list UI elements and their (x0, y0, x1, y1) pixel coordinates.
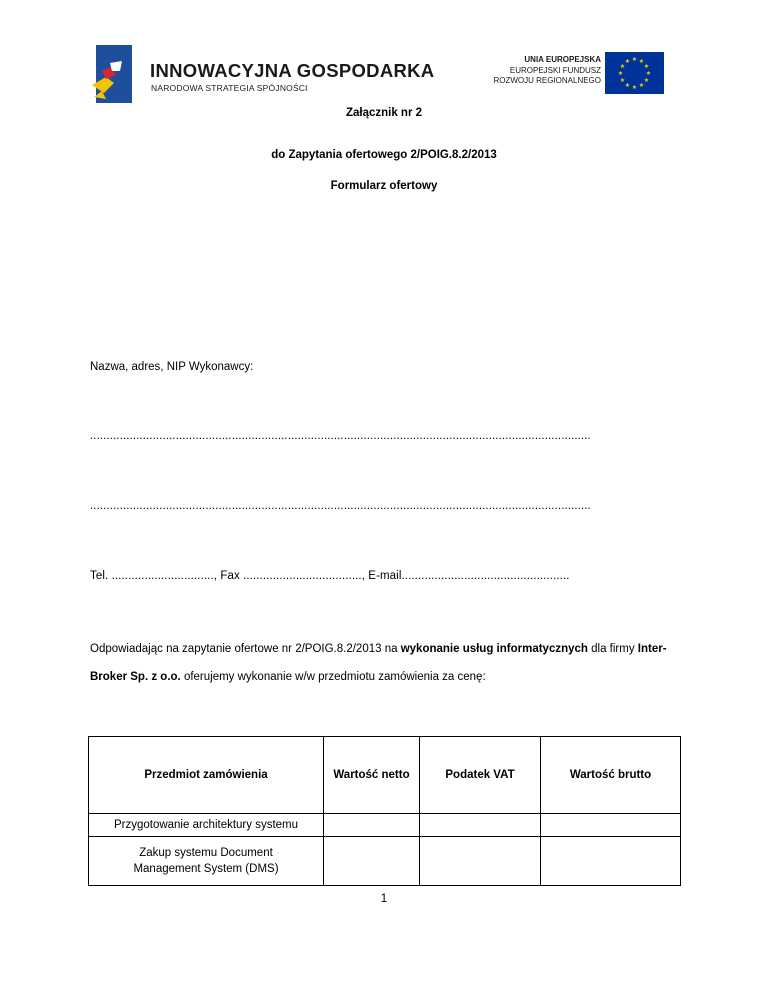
offer-bold-service: wykonanie usług informatycznych (400, 643, 588, 655)
svg-text:★: ★ (617, 70, 624, 77)
eu-line-1: UNIA EUROPEJSKA (524, 55, 601, 64)
cell-gross-value[interactable] (541, 837, 681, 886)
svg-text:★: ★ (638, 58, 645, 65)
eu-flag-icon (605, 52, 664, 94)
offer-table (88, 736, 681, 886)
offer-paragraph (90, 635, 680, 691)
svg-text:★: ★ (619, 77, 626, 84)
contact-line: Tel. ..............................., Fax ...................................., E-mail................................................... (90, 570, 570, 582)
eu-line-2: EUROPEJSKI FUNDUSZ (509, 65, 601, 75)
logo-subtitle: NARODOWA STRATEGIA SPÓJNOŚCI (151, 83, 308, 93)
logo-title: INNOWACYJNA GOSPODARKA (150, 60, 435, 81)
page-number: 1 (380, 893, 388, 905)
table-row (89, 837, 681, 886)
svg-text:★: ★ (643, 77, 650, 84)
header-item: Przedmiot zamówienia (89, 737, 324, 814)
svg-text:★: ★ (638, 82, 645, 89)
eu-fund-text (493, 55, 601, 87)
svg-text:★: ★ (631, 56, 638, 63)
svg-text:★: ★ (631, 84, 638, 91)
cell-net-value[interactable] (324, 837, 420, 886)
dotted-line-2: ........................................................................................................................................................ (90, 500, 591, 512)
cell-gross-value[interactable] (541, 814, 681, 837)
dotted-line-1: ........................................................................................................................................................ (90, 430, 591, 442)
eu-fund-logo (478, 50, 664, 96)
table-row (89, 814, 681, 837)
form-title: Formularz ofertowy (330, 180, 438, 192)
svg-text:★: ★ (645, 70, 652, 77)
svg-text:★: ★ (643, 63, 650, 70)
svg-text:★: ★ (619, 63, 626, 70)
offer-bold-company: Inter-Broker Sp. z o.o. (90, 643, 667, 683)
offer-text-3: oferujemy wykonanie w/w przedmiotu zamówienia za cenę: (180, 671, 486, 683)
attachment-number: Załącznik nr 2 (345, 107, 423, 119)
ig-flag-icon (92, 43, 132, 105)
offer-text-1: Odpowiadając na zapytanie ofertowe nr 2/POIG.8.2/2013 na (90, 643, 401, 655)
cell-item: Zakup systemu Document Management System (DMS) (89, 837, 324, 886)
eu-line-3: ROZWOJU REGIONALNEGO (493, 76, 601, 85)
svg-text:★: ★ (624, 82, 631, 89)
offer-text-2: dla firmy (587, 643, 638, 655)
cell-item: Przygotowanie architektury systemu (89, 814, 324, 837)
table-header-row (89, 737, 681, 814)
cell-net-value[interactable] (324, 814, 420, 837)
reference-title: do Zapytania ofertowego 2/POIG.8.2/2013 (271, 149, 497, 161)
header-net-value: Wartość netto (324, 737, 420, 814)
contractor-label: Nazwa, adres, NIP Wykonawcy: (90, 361, 254, 373)
cell-vat[interactable] (420, 814, 541, 837)
cell-vat[interactable] (420, 837, 541, 886)
header-vat: Podatek VAT (420, 737, 541, 814)
header-gross-value: Wartość brutto (541, 737, 681, 814)
innowacyjna-gospodarka-logo (92, 40, 435, 110)
svg-text:★: ★ (624, 58, 631, 65)
